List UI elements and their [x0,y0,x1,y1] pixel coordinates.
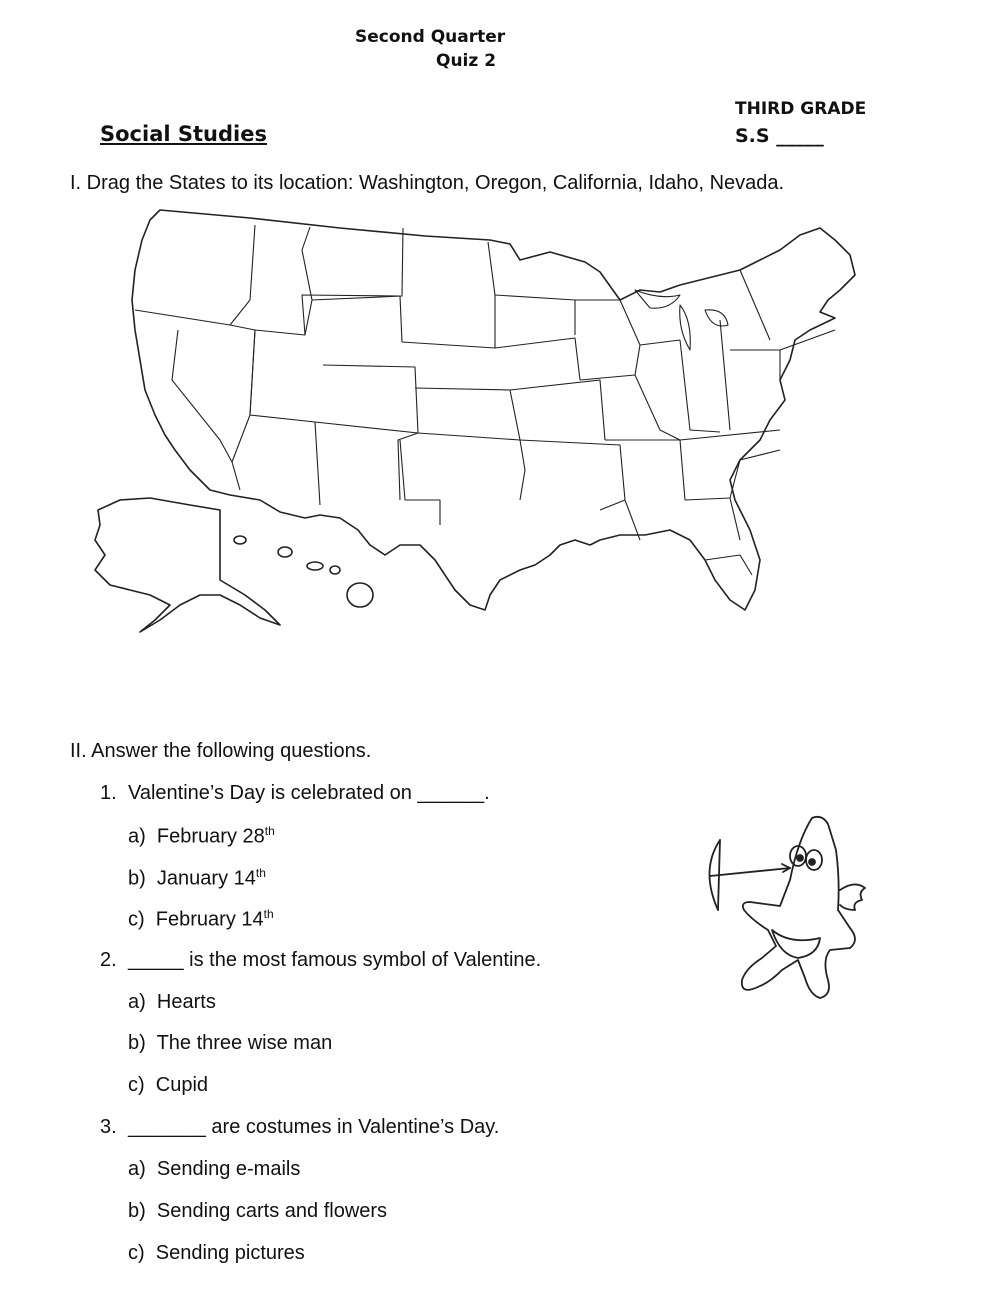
section2-instruction: II. Answer the following questions. [70,740,372,762]
question-2-text: _____ is the most famous symbol of Valentine. [128,949,542,971]
quarter-label: Second Quarter [355,27,506,47]
q1-option-c-sup: th [263,907,274,921]
cupid-star-icon [690,810,870,1010]
question-1-text: Valentine’s Day is celebrated on ______. [128,782,490,804]
q2-option-c-text: Cupid [155,1074,209,1096]
question-2-number: 2. [100,949,117,971]
quiz-label: Quiz 2 [436,51,497,71]
subject-title: Social Studies [100,122,267,146]
q1-option-b-letter: b) [128,867,146,890]
q3-option-b-text: Sending carts and flowers [156,1200,388,1222]
q3-option-c[interactable] [128,1242,305,1265]
question-3-number: 3. [100,1116,117,1138]
q2-option-a[interactable] [128,991,216,1014]
q1-option-c-text: February 14 [155,908,264,931]
us-map-icon[interactable] [80,200,860,660]
q3-option-a[interactable] [128,1158,300,1181]
q1-option-a-letter: a) [128,825,146,848]
q2-option-c-letter: c) [128,1074,145,1096]
section1-instruction: I. Drag the States to its location: Washington, Oregon, California, Idaho, Nevada. [70,172,785,194]
question-3-text: _______ are costumes in Valentine’s Day. [128,1116,500,1138]
q2-option-a-letter: a) [128,991,146,1013]
q1-option-c[interactable] [128,907,274,932]
q3-option-b-letter: b) [128,1200,146,1222]
q3-option-b[interactable] [128,1200,387,1223]
grade-label: THIRD GRADE [735,99,867,119]
q3-option-c-text: Sending pictures [155,1242,305,1264]
q2-option-a-text: Hearts [156,991,216,1013]
q2-option-b[interactable] [128,1032,332,1055]
q1-option-a-text: February 28 [156,825,265,848]
q1-option-b[interactable] [128,866,266,891]
q3-option-c-letter: c) [128,1242,145,1264]
q3-option-a-text: Sending e-mails [156,1158,301,1180]
q1-option-a-sup: th [264,824,275,838]
q1-option-a[interactable] [128,824,275,849]
ss-score-field: S.S _____ [735,125,824,147]
q3-option-a-letter: a) [128,1158,146,1180]
q1-option-b-sup: th [255,866,266,880]
q1-option-b-text: January 14 [156,867,256,890]
q2-option-c[interactable] [128,1074,208,1097]
q2-option-b-letter: b) [128,1032,146,1054]
question-1-number: 1. [100,782,117,804]
q1-option-c-letter: c) [128,908,145,931]
q2-option-b-text: The three wise man [156,1032,333,1054]
